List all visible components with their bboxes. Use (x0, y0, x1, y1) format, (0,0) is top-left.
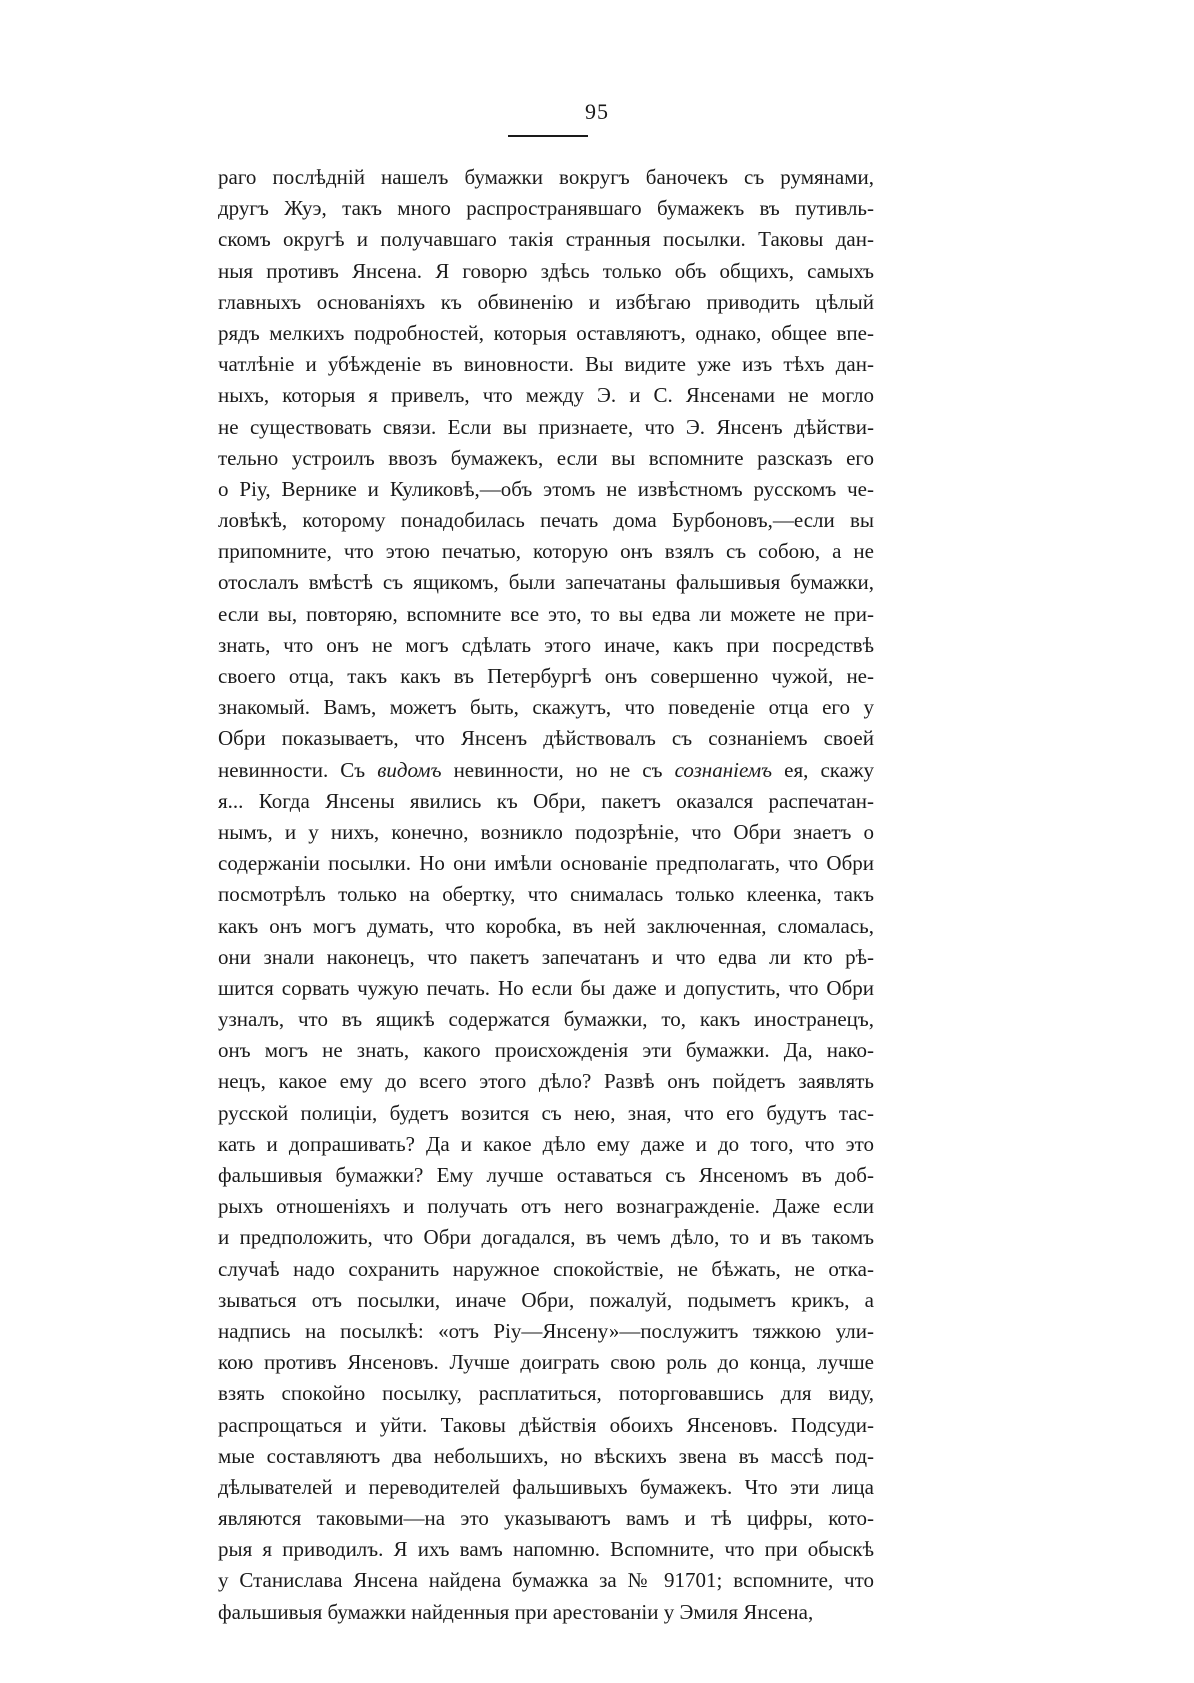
text-line: другъ Жуэ, такъ много распространявшаго бумажекъ въ путивль- (218, 196, 874, 221)
text-line: случаѣ надо сохранить наружное спокойствіе, не бѣжать, не отка- (218, 1256, 874, 1281)
text-line: у Станислава Янсена найдена бумажка за № 91701; вспомните, что (218, 1568, 874, 1593)
text-line: кать и допрашивать? Да и какое дѣло ему даже и до того, что это (218, 1131, 874, 1156)
text-line: фальшивыя бумажки найденныя при арестованіи у Эмиля Янсена, (218, 1599, 814, 1624)
text-line: взять спокойно посылку, расплатиться, поторговавшись для виду, (218, 1381, 874, 1406)
text-line: скомъ округѣ и получавшаго такія странныя посылки. Таковы дан- (218, 227, 874, 252)
emphasis-word: видомъ (377, 757, 442, 782)
text-line: мые составляютъ два небольшихъ, но вѣскихъ звена въ массѣ под- (218, 1443, 874, 1468)
text-line: о Ріу, Вернике и Куликовѣ,—объ этомъ не извѣстномъ русскомъ че- (218, 476, 874, 501)
text-line: знать, что онъ не могъ сдѣлать этого иначе, какъ при посредствѣ (218, 632, 874, 657)
text-line: нымъ, и у нихъ, конечно, возникло подозрѣніе, что Обри знаетъ о (218, 819, 874, 844)
text-line: посмотрѣлъ только на обертку, что снималась только клеенка, такъ (218, 882, 874, 907)
text-line: они знали наконецъ, что пакетъ запечатанъ и что едва ли кто рѣ- (218, 944, 874, 969)
text-line: ловѣкѣ, которому понадобилась печать дома Бурбоновъ,—если вы (218, 508, 874, 533)
text-line: ныя противъ Янсена. Я говорю здѣсь только объ общихъ, самыхъ (218, 258, 874, 283)
text-line: тельно устроилъ ввозъ бумажекъ, если вы вспомните разсказъ его (218, 445, 874, 470)
text-line: рыя я приводилъ. Я ихъ вамъ напомню. Вспомните, что при обыскѣ (218, 1537, 874, 1562)
text-line: какъ онъ могъ думать, что коробка, въ ней заключенная, сломалась, (218, 913, 874, 938)
page-number: 95 (585, 99, 609, 124)
header-rule (508, 135, 588, 137)
text-line: не существовать связи. Если вы признаете, что Э. Янсенъ дѣйстви- (218, 414, 874, 439)
text-line: ныхъ, которыя я привелъ, что между Э. и С. Янсенами не могло (218, 383, 874, 408)
text-line: надпись на посылкѣ: «отъ Ріу—Янсену»—послужитъ тяжкою ули- (218, 1318, 874, 1343)
text-line: я... Когда Янсены явились къ Обри, пакетъ оказался распечатан- (218, 788, 874, 813)
text-line: своего отца, такъ какъ въ Петербургѣ онъ совершенно чужой, не- (218, 664, 874, 688)
text-line: русской полиціи, будетъ возится съ нею, зная, что его будутъ тас- (218, 1100, 874, 1125)
text-line: являются таковыми—на это указываютъ вамъ и тѣ цифры, кото- (218, 1506, 874, 1531)
text-line: рядъ мелкихъ подробностей, которыя оставляютъ, однако, общее впе- (218, 320, 874, 345)
text-run: невинности. Съ (218, 757, 378, 782)
text-line: главныхъ основаніяхъ къ обвиненію и избѣгаю приводить цѣлый (218, 289, 874, 314)
text-line: раго послѣдній нашелъ бумажки вокругъ баночекъ съ румянами, (218, 165, 874, 189)
text-run: невинности, но не съ (441, 757, 675, 782)
text-line: шится сорвать чужую печать. Но если бы даже и допустить, что Обри (218, 975, 874, 1000)
text-line: и предположить, что Обри догадался, въ чемъ дѣло, то и въ такомъ (218, 1225, 874, 1250)
body-text (218, 162, 874, 1628)
text-line: если вы, повторяю, вспомните все это, то вы едва ли можете не при- (218, 601, 874, 626)
text-line: чатлѣніе и убѣжденіе въ виновности. Вы видите уже изъ тѣхъ дан- (218, 352, 874, 377)
text-line: кою противъ Янсеновъ. Лучше доиграть свою роль до конца, лучше (218, 1350, 874, 1375)
text-line: онъ могъ не знать, какого происхожденія эти бумажки. Да, нако- (218, 1038, 874, 1063)
emphasis-word: сознаніемъ (674, 757, 773, 782)
text-line: распрощаться и уйти. Таковы дѣйствія обоихъ Янсеновъ. Подсуди- (218, 1412, 874, 1437)
text-line: отослалъ вмѣстѣ съ ящикомъ, были запечатаны фальшивыя бумажки, (218, 570, 874, 595)
text-run: ея, скажу (772, 757, 874, 782)
text-line: зываться отъ посылки, иначе Обри, пожалуй, подыметъ крикъ, а (218, 1287, 874, 1312)
text-line: фальшивыя бумажки? Ему лучше оставаться съ Янсеномъ въ доб- (218, 1163, 874, 1187)
text-line: Обри показываетъ, что Янсенъ дѣйствовалъ съ сознаніемъ своей (218, 726, 874, 751)
text-line: узналъ, что въ ящикѣ содержатся бумажки, то, какъ иностранецъ, (218, 1007, 874, 1032)
text-line: припомните, что этою печатью, которую онъ взялъ съ собою, а не (218, 539, 874, 564)
text-line: дѣлывателей и переводителей фальшивыхъ бумажекъ. Что эти лица (218, 1474, 874, 1499)
text-line: содержаніи посылки. Но они имѣли основаніе предполагать, что Обри (218, 851, 874, 876)
text-line: рыхъ отношеніяхъ и получать отъ него вознагражденіе. Даже если (218, 1194, 874, 1219)
text-line: нецъ, какое ему до всего этого дѣло? Развѣ онъ пойдетъ заявлять (218, 1069, 874, 1094)
text-line-emphasis (218, 755, 874, 786)
text-line: знакомый. Вамъ, можетъ быть, скажутъ, что поведеніе отца его у (218, 695, 874, 720)
